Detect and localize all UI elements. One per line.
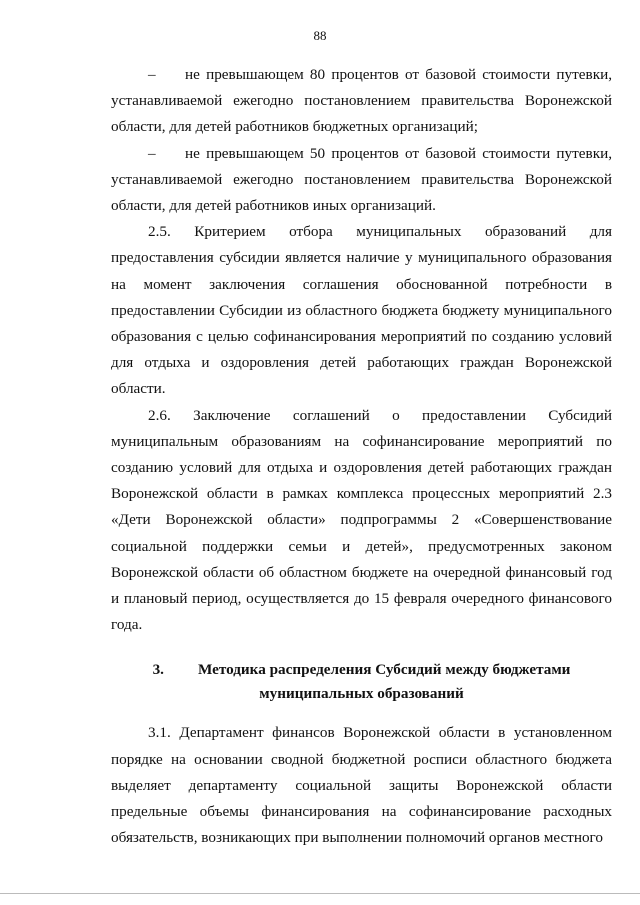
list-item-text: не превышающем 80 процентов от базовой стоимости путевки, устанавливаемой ежегодно постановлением правительства Воронежской области, для детей работников бюджетных организаций; — [111, 66, 612, 136]
bottom-divider — [0, 893, 640, 894]
list-item — [111, 141, 612, 220]
dash-marker: – — [148, 66, 156, 83]
section-heading — [111, 658, 612, 706]
paragraph-2-5: 2.5. Критерием отбора муниципальных образований для предоставления субсидии является наличие у муниципального образования на момент заключения соглашения обоснованной потребности в предоставлении Субсидии из областного бюджета бюджету муниципального образования с целью софинансирования мероприятий по созданию условий для отдыха и оздоровления детей работающих граждан Воронежской области. — [111, 223, 612, 398]
document-body — [111, 62, 612, 851]
list-item — [111, 62, 612, 141]
page-number: 88 — [313, 28, 327, 43]
section-title-part-1: Методика распределения Субсидий между бюджетами — [197, 661, 571, 679]
list-item-text: не превышающем 50 процентов от базовой стоимости путевки, устанавливаемой ежегодно постановлением правительства Воронежской области, для детей работников иных организаций. — [111, 144, 612, 215]
dash-marker: – — [148, 144, 156, 162]
section-number: 3. — [152, 661, 164, 679]
paragraph-3-1: 3.1. Департамент финансов Воронежской области в установленном порядке на основании сводной бюджетной росписи областного бюджета выделяет департаменту социальной защиты Воронежской области предельные объемы финансирования на софинансирование расходных обязательств, возникающих при выполнении полномочий органов местного — [111, 724, 612, 847]
section-heading-line-1 — [111, 658, 612, 682]
section-title-part-2: муниципальных образований — [259, 685, 464, 703]
paragraph-2-6: 2.6. Заключение соглашений о предоставлении Субсидий муниципальным образованиям на софинансирование мероприятий по созданию условий для отдыха и оздоровления детей работающих граждан Воронежской области в рамках комплекса процессных мероприятий 2.3 «Дети Воронежской области» подпрограммы 2 «Совершенствование социальной поддержки семьи и детей», предусмотренных законом Воронежской области об областном бюджете на очередной финансовый год и плановый период, осуществляется до 15 февраля очередного финансового года. — [111, 406, 612, 634]
